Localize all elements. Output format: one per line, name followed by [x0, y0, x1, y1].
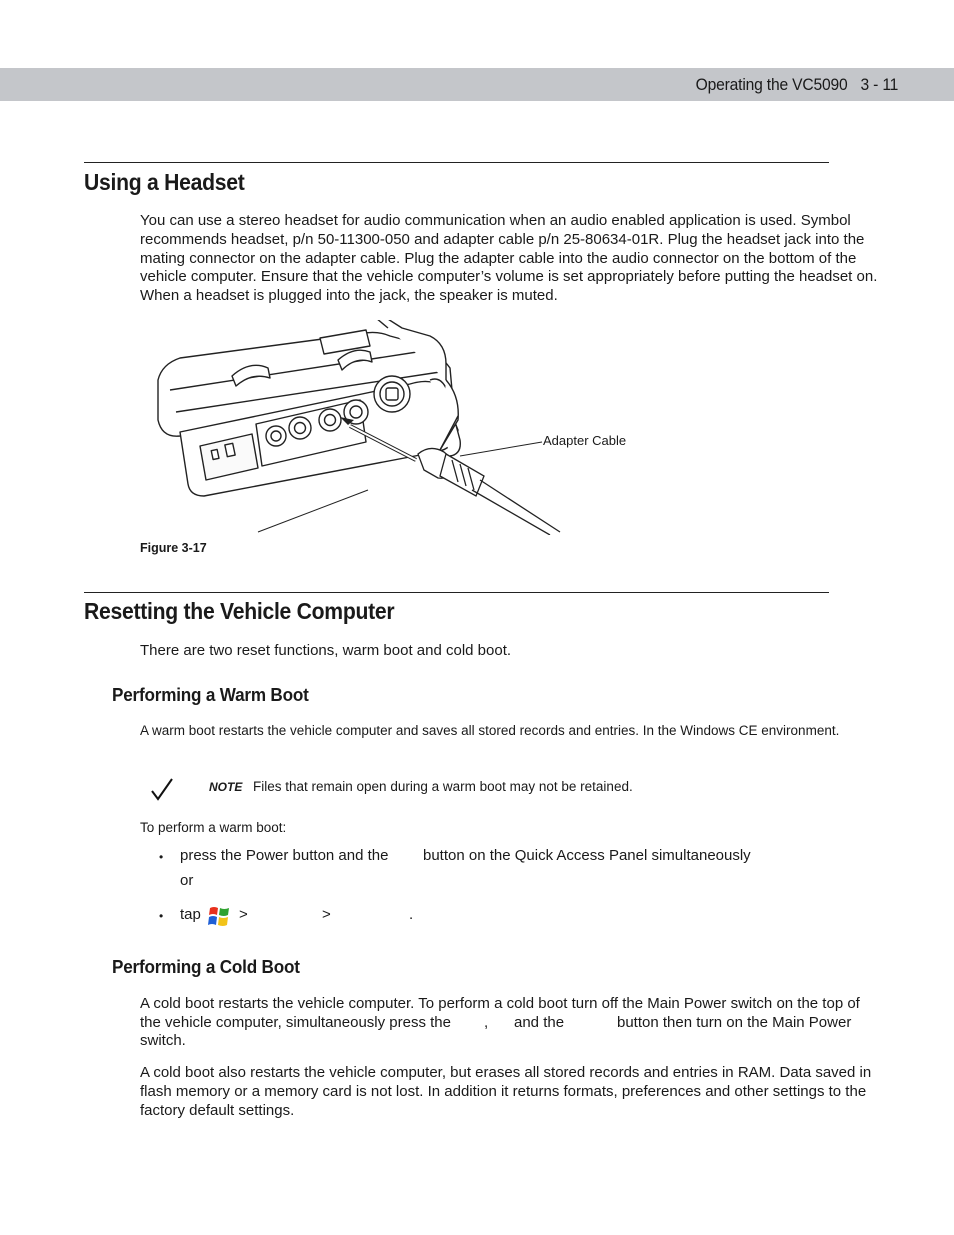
- windows-start-icon: [207, 904, 233, 930]
- figure-caption: Figure 3-17: [140, 541, 207, 555]
- warm-boot-paragraph: A warm boot restarts the vehicle computer and saves all stored records and entries. In the Windows CE environment.: [140, 723, 840, 738]
- warm-boot-step-1a: press the Power button and the: [180, 847, 389, 864]
- warm-boot-step-2-gt1: >: [239, 906, 248, 923]
- cold-boot-line-1: A cold boot restarts the vehicle computer. To perform a cold boot turn off the Main Power switch on the top of: [140, 995, 860, 1012]
- warm-boot-or: or: [180, 872, 194, 889]
- heading-using-headset: Using a Headset: [84, 169, 245, 195]
- bullet-marker: •: [159, 909, 164, 923]
- heading-resetting: Resetting the Vehicle Computer: [84, 598, 395, 624]
- section-rule: [84, 162, 829, 163]
- headset-paragraph: You can use a stereo headset for audio communication when an audio enabled application is used. Symbol recommends headset, p/n 50-11300-050 and adapter cable p/n 25-80634-01R. Plug the headset jack into the mating connector on the adapter cable. Plug the adapter cable into the audio connector on the bottom of the vehicle computer. Ensure that the vehicle computer’s volume is set appropriately before putting the headset on. When a headset is plugged into the jack, the speaker is muted.: [140, 212, 878, 305]
- heading-cold-boot: Performing a Cold Boot: [112, 957, 300, 977]
- checkmark-icon: [150, 775, 174, 803]
- warm-boot-intro: To perform a warm boot:: [140, 820, 287, 835]
- cold-boot-line-3: switch.: [140, 1032, 186, 1049]
- note-label: NOTE: [209, 780, 243, 794]
- cold-boot-line-2b: button then turn on the Main Power: [617, 1014, 852, 1031]
- page-number: 3 - 11: [860, 75, 898, 94]
- page-header: [695, 75, 898, 95]
- vehicle-computer-illustration: [140, 320, 660, 535]
- warm-boot-step-2-gt2: >: [322, 906, 331, 923]
- cold-boot-line-2a: the vehicle computer, simultaneously press the: [140, 1014, 451, 1031]
- section-rule: [84, 592, 829, 593]
- bullet-marker: •: [159, 850, 164, 864]
- cold-boot-line-2-and: and the: [514, 1014, 565, 1031]
- warm-boot-step-1b: button on the Quick Access Panel simultaneously: [423, 847, 751, 864]
- heading-warm-boot: Performing a Warm Boot: [112, 685, 309, 705]
- header-title: Operating the VC5090: [695, 75, 848, 94]
- warm-boot-step-2-tap: tap: [180, 906, 201, 923]
- note-text: Files that remain open during a warm boot may not be retained.: [253, 779, 633, 794]
- adapter-cable-label: Adapter Cable: [543, 433, 627, 448]
- cold-boot-paragraph-2: A cold boot also restarts the vehicle computer, but erases all stored records and entries in RAM. Data saved in flash memory or a memory card is not lost. In addition it returns formats, preferences and other settings to the factory default settings.: [140, 1064, 872, 1119]
- cold-boot-line-2-comma: ,: [484, 1014, 489, 1031]
- warm-boot-step-2-end: .: [409, 906, 414, 923]
- reset-paragraph: There are two reset functions, warm boot and cold boot.: [140, 642, 512, 659]
